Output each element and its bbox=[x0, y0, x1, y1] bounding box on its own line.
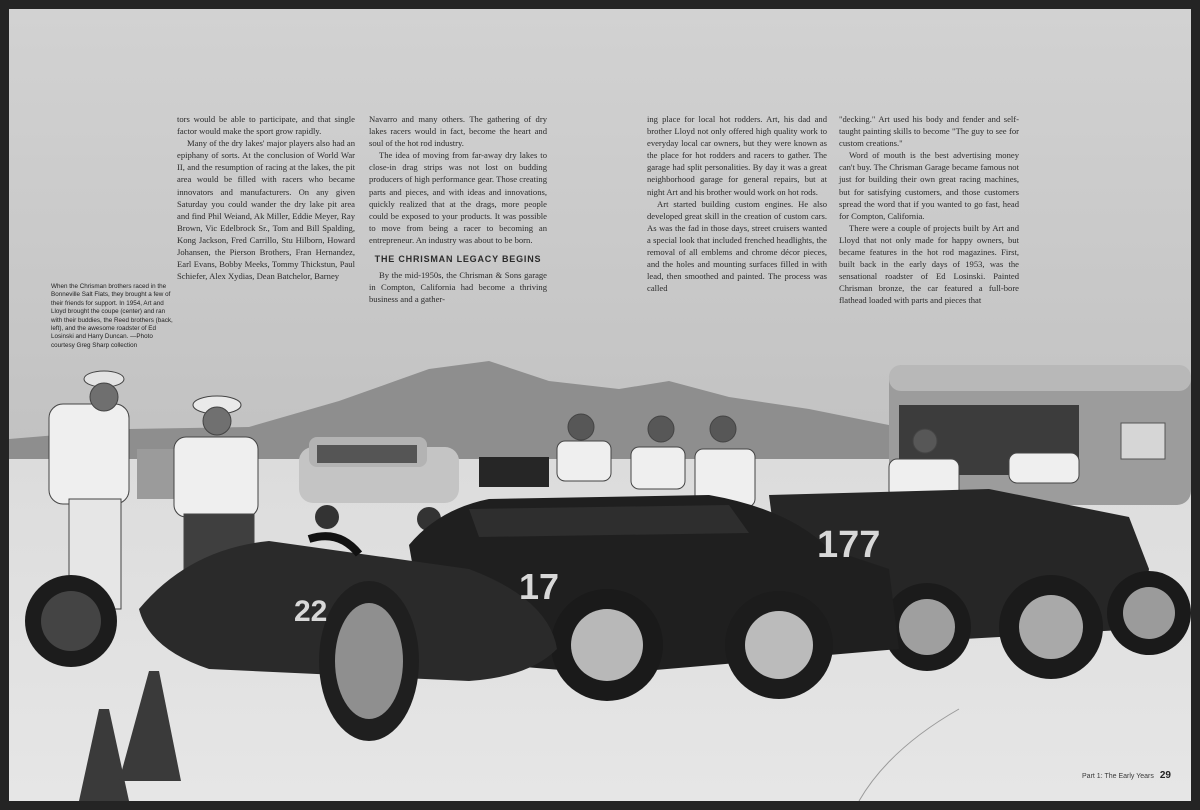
bonneville-photo bbox=[9, 9, 1191, 801]
paragraph: Word of mouth is the best advertising money can't buy. The Chrisman Garage became famous not just for building their own great racing machines, but for satisfying customers, and those customers spread the word that if you wanted to go fast, head for Compton, California. bbox=[839, 150, 1019, 221]
text-column-2 bbox=[369, 113, 547, 305]
text-column-3 bbox=[647, 113, 827, 294]
paragraph: There were a couple of projects built by Art and Lloyd that not only made for happy owners, but became features in the hot rod magazines. First, built back in the early days of 1953, was the sensational roadster of Ed Losinski. Painted Chrisman bronze, the car featured a full-bore flathead loaded with parts and pieces that bbox=[839, 222, 1019, 306]
text-column-1 bbox=[177, 113, 355, 282]
paragraph: ing place for local hot rodders. Art, his dad and brother Lloyd not only offered high quality work to everyday local car owners, but they were known as the place for hot rodders and racers to gather. The garage had split personalities. By day it was a great neighborhood garage for general repairs, but at night Art and his brother would work on hot rods. bbox=[647, 114, 827, 197]
car-number-22: 22 bbox=[294, 595, 328, 628]
photo-caption: When the Chrisman brothers raced in the Bonneville Salt Flats, they brought a few of their friends for support. In 1954, Art and Lloyd brought the coupe (center) and ran with their buddies, the Reed brothers (back, left), and the awesome roadster of Ed Losinski and Harry Duncan. —Photo courtesy Greg Sharp collection bbox=[51, 283, 173, 349]
section-heading: THE CHRISMAN LEGACY BEGINS bbox=[374, 254, 542, 265]
paragraph: The idea of moving from far-away dry lakes to close-in drag strips was not lost on budding producers of high performance gear. Those creating parts and pieces, and with ideas and innovations, quickly realized that at the drags, more people could be exposed to your products. It was possible to move from being a racer to becoming an entrepreneur. An industry was about to be born. bbox=[369, 150, 547, 245]
paragraph: tors would be able to participate, and that single factor would make the sport grow rapidly. bbox=[177, 114, 355, 137]
folio-section: Part 1: The Early Years bbox=[1082, 773, 1154, 780]
paragraph: "decking." Art used his body and fender and self-taught painting skills to become "The guy to see for custom creations." bbox=[839, 114, 1019, 149]
paragraph: Many of the dry lakes' major players also had an epiphany of sorts. At the conclusion of World War II, and the resumption of racing at the lakes, the pit area would be filled with racers who became innovators and manufacturers. On any given Saturday you could wander the dry lake pit area and find Phil Weiand, Ak Miller, Eddie Meyer, Ray Brown, Vic Edelbrock Sr., Tom and Bill Spalding, Kong Jackson, Fred Carrillo, Stu Hilborn, Howard Johansen, the Pierson Brothers, Fran Hernandez, Earl Evans, Bobby Meeks, Tommy Thickstun, Paul Schiefer, Alex Xydias, Dean Batchelor, Barney bbox=[177, 138, 355, 282]
paragraph: Navarro and many others. The gathering of dry lakes racers would in fact, become the heart and soul of the hot rod industry. bbox=[369, 114, 547, 149]
car-number-17: 17 bbox=[519, 566, 560, 607]
text-column-4 bbox=[839, 113, 1019, 307]
car-number-177: 177 bbox=[817, 524, 881, 566]
page-folio bbox=[1082, 770, 1171, 781]
page-number: 29 bbox=[1159, 770, 1171, 781]
paragraph: By the mid-1950s, the Chrisman & Sons garage in Compton, California had become a thriving business and a gather- bbox=[369, 270, 547, 305]
paragraph: Art started building custom engines. He also developed great skill in the creation of custom cars. As was the fad in those days, street cruisers wanted a special look that included frenched headlights, the removal of all emblems and chrome décor pieces, and the holes and mounting surfaces filled in with lead, then smoothed and painted. The process was called bbox=[647, 198, 827, 294]
